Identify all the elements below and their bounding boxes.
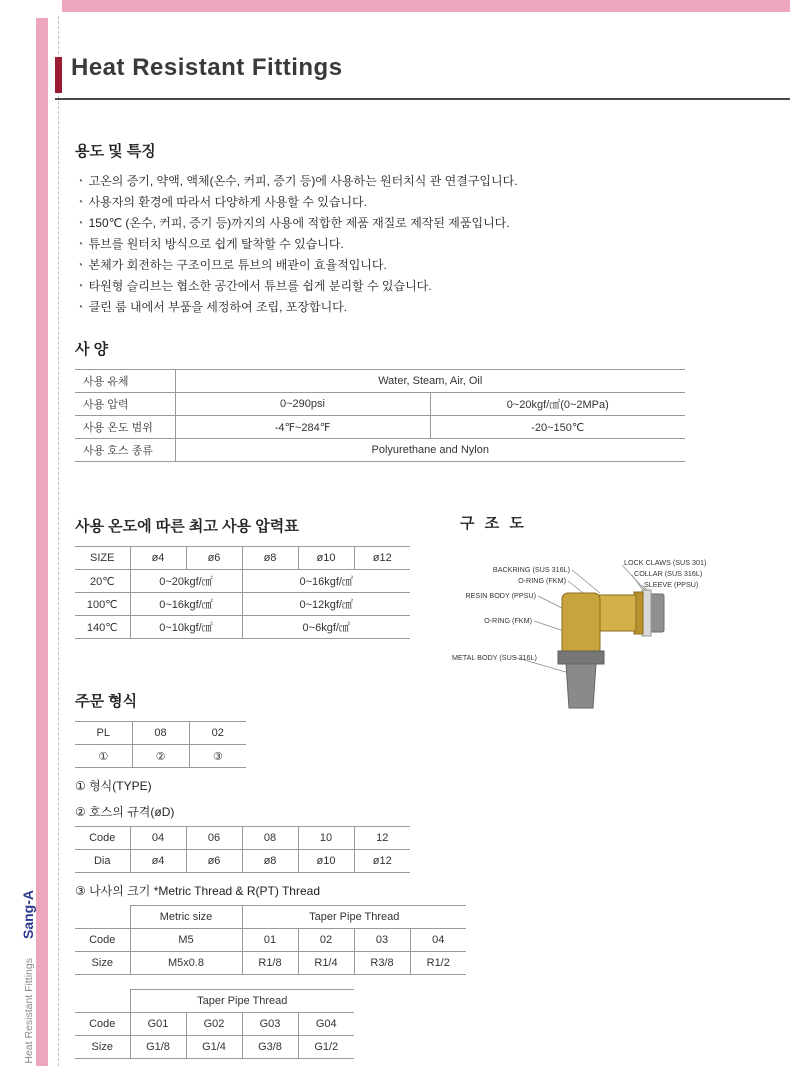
bullet: ㆍ xyxy=(75,174,87,188)
brand-vertical: Sang-A xyxy=(20,890,36,939)
metal-body-label: METAL BODY (SUS 316L) xyxy=(452,653,537,662)
feature-item xyxy=(75,255,735,276)
hose-cell: Code xyxy=(75,827,130,850)
spec-value: -20~150℃ xyxy=(430,416,685,439)
pressure-cell: 0~10kgf/㎠ xyxy=(130,616,242,639)
table-row xyxy=(75,370,685,393)
pressure-cell: 0~6kgf/㎠ xyxy=(242,616,410,639)
order-pos-cell: ② xyxy=(132,745,189,768)
table-row xyxy=(75,1013,354,1036)
metal-body-part xyxy=(566,664,596,708)
order-code-cell: 02 xyxy=(189,722,246,745)
table-header-row xyxy=(75,906,466,929)
bullet: ㆍ xyxy=(75,237,87,251)
feature-text: 타원형 슬리브는 협소한 공간에서 튜브를 쉽게 분리할 수 있습니다. xyxy=(88,279,432,293)
table-row xyxy=(75,593,410,616)
g-cell: G1/4 xyxy=(186,1036,242,1059)
table-row xyxy=(75,850,410,873)
order-pos-cell: ③ xyxy=(189,745,246,768)
bullet: ㆍ xyxy=(75,258,87,272)
structure-heading: 구 조 도 xyxy=(460,515,527,532)
temp-cell: 100℃ xyxy=(75,593,130,616)
backring-label: BACKRING (SUS 316L) xyxy=(492,565,570,574)
collar-label: COLLAR (SUS 316L) xyxy=(634,569,703,578)
spec-label: 사용 온도 범위 xyxy=(75,416,175,439)
feature-item xyxy=(75,297,735,318)
table-row xyxy=(75,952,466,975)
order-example-table xyxy=(75,721,246,768)
thread-cell: R1/4 xyxy=(298,952,354,975)
resin-body-part xyxy=(562,593,600,655)
feature-text: 튜브를 원터치 방식으로 쉽게 탈착할 수 있습니다. xyxy=(88,237,344,251)
feature-text: 본체가 회전하는 구조이므로 튜브의 배관이 효율적입니다. xyxy=(88,258,387,272)
hose-cell: ø12 xyxy=(354,850,410,873)
order-heading: 주문 형식 xyxy=(75,693,138,710)
lock-claws-label: LOCK CLAWS (SUS 301) xyxy=(624,558,707,567)
page-header xyxy=(55,54,790,82)
feature-item xyxy=(75,276,735,297)
g-cell: Size xyxy=(75,1036,130,1059)
spec-label: 사용 유체 xyxy=(75,370,175,393)
corner-cell xyxy=(75,990,130,1013)
feature-text: 사용자의 환경에 따라서 다양하게 사용할 수 있습니다. xyxy=(88,195,367,209)
title-accent-bar xyxy=(55,57,62,93)
table-row xyxy=(75,393,685,416)
g-cell: G1/2 xyxy=(298,1036,354,1059)
hose-cell: ø6 xyxy=(186,850,242,873)
side-title-vertical: Heat Resistant Fittings xyxy=(23,958,35,1064)
pressure-heading: 사용 온도에 따른 최고 사용 압력표 xyxy=(75,518,299,535)
note-type: ① 형식(TYPE) xyxy=(75,779,152,793)
order-code-cell: PL xyxy=(75,722,132,745)
feature-text: 150℃ (온수, 커피, 증기 등)까지의 사용에 적합한 제품 재질로 제작된 제품입니다. xyxy=(88,216,510,230)
fitting-illustration xyxy=(558,590,664,708)
table-row xyxy=(75,439,685,462)
pressure-cell: 0~16kgf/㎠ xyxy=(242,570,410,593)
column-header: ø8 xyxy=(242,547,298,570)
g-cell: Code xyxy=(75,1013,130,1036)
thread-cell: 01 xyxy=(242,929,298,952)
table-row xyxy=(75,745,246,768)
column-header: ø6 xyxy=(186,547,242,570)
thread-cell: Code xyxy=(75,929,130,952)
table-row xyxy=(75,416,685,439)
order-section xyxy=(75,690,555,1059)
spec-value: 0~20kgf/㎠(0~2MPa) xyxy=(430,393,685,416)
hose-cell: Dia xyxy=(75,850,130,873)
page-title: Heat Resistant Fittings xyxy=(71,54,343,81)
hose-cell: 12 xyxy=(354,827,410,850)
feature-item xyxy=(75,171,735,192)
top-accent-band xyxy=(62,0,790,12)
hose-cell: ø8 xyxy=(242,850,298,873)
table-row xyxy=(75,616,410,639)
features-list xyxy=(75,171,735,318)
title-underline xyxy=(55,98,790,100)
hose-cell: 10 xyxy=(298,827,354,850)
specs-heading: 사 양 xyxy=(75,341,109,358)
spec-label: 사용 압력 xyxy=(75,393,175,416)
spec-value: Polyurethane and Nylon xyxy=(175,439,685,462)
feature-item xyxy=(75,213,735,234)
spec-value: Water, Steam, Air, Oil xyxy=(175,370,685,393)
pressure-cell: 0~16kgf/㎠ xyxy=(130,593,242,616)
pressure-cell: 0~12kgf/㎠ xyxy=(242,593,410,616)
pressure-cell: 0~20kgf/㎠ xyxy=(130,570,242,593)
feature-item xyxy=(75,192,735,213)
thread-cell: 04 xyxy=(410,929,466,952)
note-hose: ② 호스의 규격(øD) xyxy=(75,805,175,819)
oring-top-label: O-RING (FKM) xyxy=(518,576,566,585)
sleeve-label: SLEEVE (PPSU) xyxy=(644,580,699,589)
table-header-row xyxy=(75,990,354,1013)
thread-cell: Size xyxy=(75,952,130,975)
temp-cell: 20℃ xyxy=(75,570,130,593)
features-heading: 용도 및 특징 xyxy=(75,143,156,160)
thread-cell: M5 xyxy=(130,929,242,952)
spec-value: 0~290psi xyxy=(175,393,430,416)
resin-body-label: RESIN BODY (PPSU) xyxy=(465,591,536,600)
table-header-row xyxy=(75,547,410,570)
feature-text: 클린 룸 내에서 부품을 세정하여 조립, 포장합니다. xyxy=(88,300,348,314)
g-header-cell: Taper Pipe Thread xyxy=(130,990,354,1013)
sleeve-part xyxy=(650,594,664,632)
specs-table xyxy=(75,369,685,462)
column-header: ø4 xyxy=(130,547,186,570)
bullet: ㆍ xyxy=(75,279,87,293)
feature-item xyxy=(75,234,735,255)
thread-cell: R3/8 xyxy=(354,952,410,975)
temp-cell: 140℃ xyxy=(75,616,130,639)
thread-cell: 02 xyxy=(298,929,354,952)
g-cell: G04 xyxy=(298,1013,354,1036)
bullet: ㆍ xyxy=(75,216,87,230)
table-row xyxy=(75,827,410,850)
table-row xyxy=(75,570,410,593)
pressure-table xyxy=(75,546,410,639)
order-code-cell: 08 xyxy=(132,722,189,745)
hose-cell: ø10 xyxy=(298,850,354,873)
taper-header-cell: Taper Pipe Thread xyxy=(242,906,466,929)
oring-low-label: O-RING (FKM) xyxy=(484,616,532,625)
thread-cell: R1/2 xyxy=(410,952,466,975)
metric-header-cell: Metric size xyxy=(130,906,242,929)
left-dashed-divider xyxy=(58,16,59,1066)
hose-cell: 06 xyxy=(186,827,242,850)
column-header: SIZE xyxy=(75,547,130,570)
hose-cell: 04 xyxy=(130,827,186,850)
left-accent-strip xyxy=(36,18,48,1066)
specs-section xyxy=(75,338,685,462)
column-header: ø12 xyxy=(354,547,410,570)
note-thread: ③ 나사의 크기 *Metric Thread & R(PT) Thread xyxy=(75,884,320,898)
table-row xyxy=(75,722,246,745)
hose-cell: ø4 xyxy=(130,850,186,873)
hose-cell: 08 xyxy=(242,827,298,850)
column-header: ø10 xyxy=(298,547,354,570)
bullet: ㆍ xyxy=(75,195,87,209)
feature-text: 고온의 증기, 약액, 액체(온수, 커피, 증기 등)에 사용하는 원터치식 관 연결구입니다. xyxy=(88,174,518,188)
thread-cell: M5x0.8 xyxy=(130,952,242,975)
hose-size-table xyxy=(75,826,410,873)
order-pos-cell: ① xyxy=(75,745,132,768)
bullet: ㆍ xyxy=(75,300,87,314)
g-thread-table xyxy=(75,989,354,1059)
corner-cell xyxy=(75,906,130,929)
thread-size-table xyxy=(75,905,466,975)
spec-label: 사용 호스 종류 xyxy=(75,439,175,462)
pressure-section xyxy=(75,515,415,639)
table-row xyxy=(75,1036,354,1059)
thread-cell: 03 xyxy=(354,929,410,952)
spec-value: -4℉~284℉ xyxy=(175,416,430,439)
body-collar-part xyxy=(558,651,604,664)
features-section xyxy=(75,140,735,318)
g-cell: G03 xyxy=(242,1013,298,1036)
table-row xyxy=(75,929,466,952)
g-cell: G1/8 xyxy=(130,1036,186,1059)
g-cell: G02 xyxy=(186,1013,242,1036)
g-cell: G3/8 xyxy=(242,1036,298,1059)
thread-cell: R1/8 xyxy=(242,952,298,975)
g-cell: G01 xyxy=(130,1013,186,1036)
